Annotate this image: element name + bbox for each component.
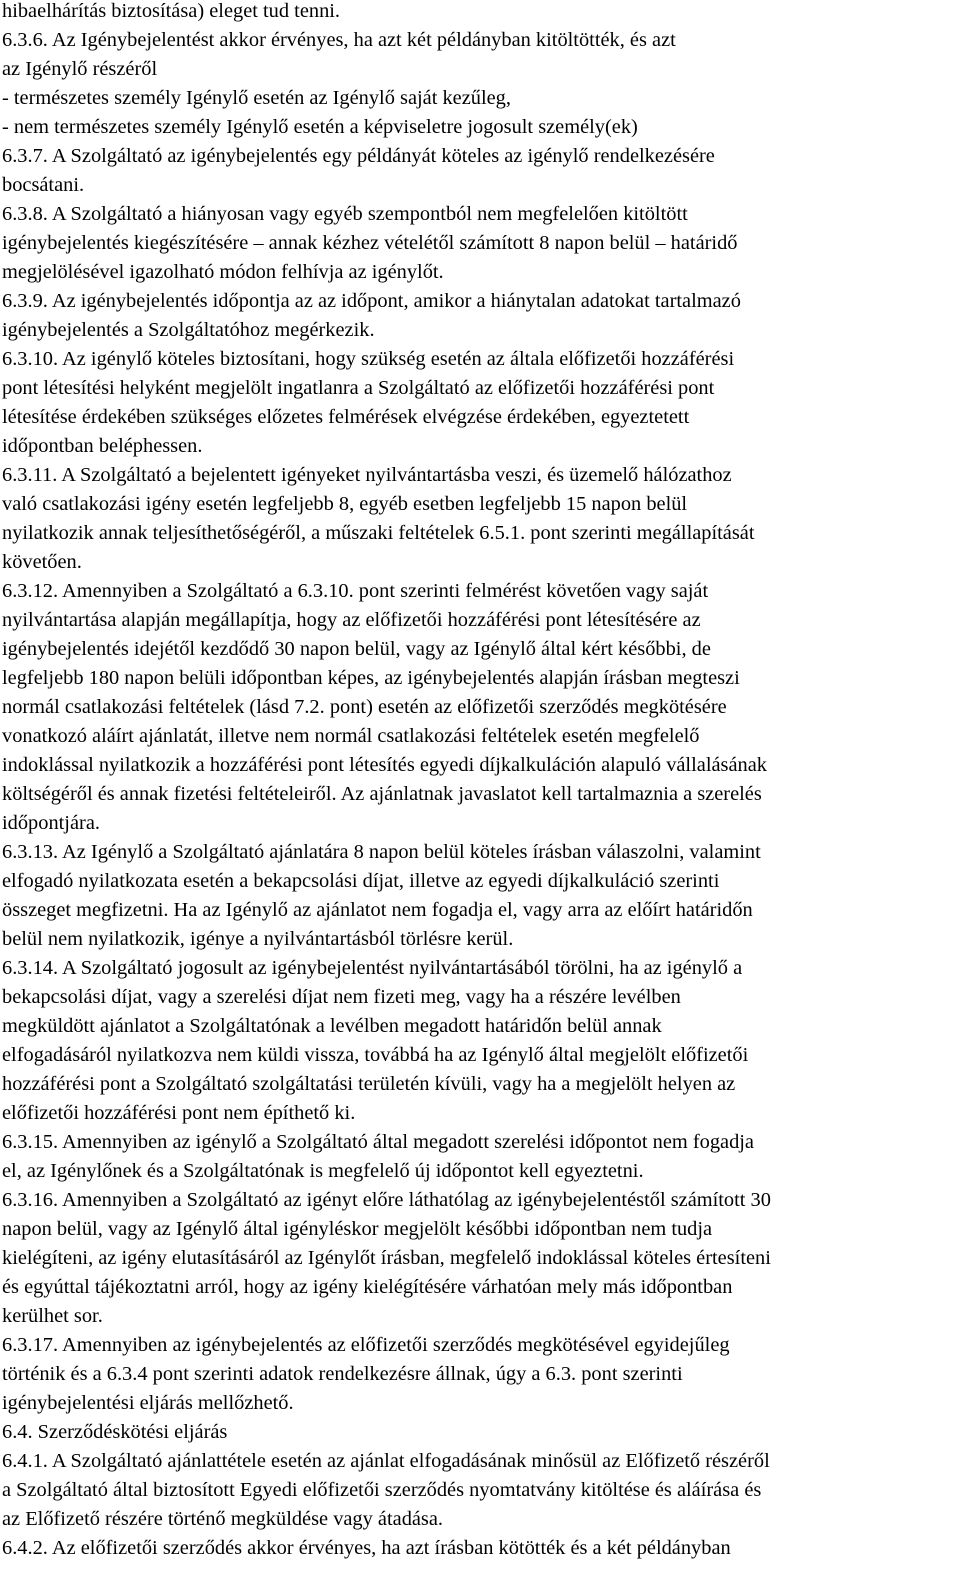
text-line: az Igénylő részéről: [2, 58, 158, 80]
text-line: bocsátani.: [2, 174, 85, 196]
text-line: létesítése érdekében szükséges előzetes felmérések elvégzése érdekében, egyeztetett: [2, 406, 690, 428]
text-line: 6.3.6. Az Igénybejelentést akkor érvényes, ha azt két példányban kitöltötték, és azt: [2, 29, 676, 51]
text-line: igénybejelentés a Szolgáltatóhoz megérkezik.: [2, 319, 375, 341]
text-line: vonatkozó aláírt ajánlatát, illetve nem normál csatlakozási feltételek esetén megfelelő: [2, 725, 700, 747]
text-line: 6.4.2. Az előfizetői szerződés akkor érvényes, ha azt írásban kötötték és a két példányban: [2, 1537, 731, 1559]
text-line: követően.: [2, 551, 82, 573]
text-line: 6.3.15. Amennyiben az igénylő a Szolgáltató által megadott szerelési időpontot nem fogadja: [2, 1131, 754, 1153]
text-line: való csatlakozási igény esetén legfeljebb 8, egyéb esetben legfeljebb 15 napon belül: [2, 493, 688, 515]
text-line: 6.3.11. A Szolgáltató a bejelentett igényeket nyilvántartásba veszi, és üzemelő hálózathoz: [2, 464, 732, 486]
text-line: igénybejelentés idejétől kezdődő 30 napon belül, vagy az Igénylő által kért későbbi, de: [2, 638, 711, 660]
text-line: megjelölésével igazolható módon felhívja az igénylőt.: [2, 261, 444, 283]
text-line: a Szolgáltató által biztosított Egyedi előfizetői szerződés nyomtatvány kitöltése és aláírása és: [2, 1479, 762, 1501]
text-line: 6.4.1. A Szolgáltató ajánlattétele esetén az ajánlat elfogadásának minősül az Előfizető részéről: [2, 1450, 770, 1472]
text-line: pont létesítési helyként megjelölt ingatlanra a Szolgáltató az előfizetői hozzáférési pont: [2, 377, 715, 399]
text-line: az Előfizető részére történő megküldése vagy átadása.: [2, 1508, 444, 1530]
text-line: időpontjára.: [2, 812, 100, 834]
text-line: 6.3.12. Amennyiben a Szolgáltató a 6.3.10. pont szerinti felmérést követően vagy saját: [2, 580, 709, 602]
text-line: és egyúttal tájékoztatni arról, hogy az igény kielégítésére várhatóan mely más időpontban: [2, 1276, 733, 1298]
text-line: indoklással nyilatkozik a hozzáférési pont létesítés egyedi díjkalkuláción alapuló vállalásának: [2, 754, 767, 776]
text-line: kielégíteni, az igény elutasításáról az Igénylőt írásban, megfelelő indoklással köteles értesíteni: [2, 1247, 771, 1269]
text-line: elfogadó nyilatkozata esetén a bekapcsolási díjat, illetve az egyedi díjkalkuláció szerinti: [2, 870, 720, 892]
text-line: nyilvántartása alapján megállapítja, hogy az előfizetői hozzáférési pont létesítésére az: [2, 609, 701, 631]
text-line: - természetes személy Igénylő esetén az Igénylő saját kezűleg,: [2, 87, 511, 109]
text-line: 6.3.14. A Szolgáltató jogosult az igénybejelentést nyilvántartásából törölni, ha az igénylő a: [2, 957, 743, 979]
text-line: legfeljebb 180 napon belüli időpontban képes, az igénybejelentés alapján írásban megteszi: [2, 667, 740, 689]
text-line: 6.3.9. Az igénybejelentés időpontja az az időpont, amikor a hiánytalan adatokat tartalmazó: [2, 290, 741, 312]
text-line: 6.3.13. Az Igénylő a Szolgáltató ajánlatára 8 napon belül köteles írásban válaszolni, valamint: [2, 841, 761, 863]
text-line: el, az Igénylőnek és a Szolgáltatónak is megfelelő új időpontot kell egyeztetni.: [2, 1160, 644, 1182]
text-line: - nem természetes személy Igénylő esetén a képviseletre jogosult személy(ek): [2, 116, 638, 138]
text-line: bekapcsolási díjat, vagy a szerelési díjat nem fizeti meg, vagy ha a részére levélben: [2, 986, 681, 1008]
text-line: 6.3.17. Amennyiben az igénybejelentés az előfizetői szerződés megkötésével egyidejűleg: [2, 1334, 730, 1356]
text-line: összeget megfizetni. Ha az Igénylő az ajánlatot nem fogadja el, vagy arra az előírt határidőn: [2, 899, 753, 921]
text-line: megküldött ajánlatot a Szolgáltatónak a levélben megadott határidőn belül annak: [2, 1015, 662, 1037]
text-line: előfizetői hozzáférési pont nem építhető ki.: [2, 1102, 356, 1124]
text-line: időpontban beléphessen.: [2, 435, 203, 457]
text-line: 6.3.16. Amennyiben a Szolgáltató az igényt előre láthatólag az igénybejelentéstől számított 30: [2, 1189, 771, 1211]
text-line: igénybejelentés kiegészítésére – annak kézhez vételétől számított 8 napon belül – határidő: [2, 232, 738, 254]
text-line: hibaelhárítás biztosítása) eleget tud tenni.: [2, 0, 341, 22]
text-line: napon belül, vagy az Igénylő által igényléskor megjelölt későbbi időpontban nem tudja: [2, 1218, 713, 1240]
text-line: történik és a 6.3.4 pont szerinti adatok rendelkezésre állnak, úgy a 6.3. pont szerinti: [2, 1363, 683, 1385]
text-line: normál csatlakozási feltételek (lásd 7.2. pont) esetén az előfizetői szerződés megkötésére: [2, 696, 727, 718]
text-line: belül nem nyilatkozik, igénye a nyilvántartásból törlésre kerül.: [2, 928, 514, 950]
text-line: 6.3.8. A Szolgáltató a hiányosan vagy egyéb szempontból nem megfelelően kitöltött: [2, 203, 688, 225]
text-line: 6.4. Szerződéskötési eljárás: [2, 1421, 228, 1443]
text-line: 6.3.7. A Szolgáltató az igénybejelentés egy példányát köteles az igénylő rendelkezésére: [2, 145, 715, 167]
text-line: kerülhet sor.: [2, 1305, 103, 1327]
text-line: nyilatkozik annak teljesíthetőségéről, a műszaki feltételek 6.5.1. pont szerinti megállapítását: [2, 522, 755, 544]
text-line: elfogadásáról nyilatkozva nem küldi vissza, továbbá ha az Igénylő által megjelölt előfizetői: [2, 1044, 749, 1066]
text-line: 6.3.10. Az igénylő köteles biztosítani, hogy szükség esetén az általa előfizetői hozzáférési: [2, 348, 735, 370]
text-line: költségéről és annak fizetési feltételeiről. Az ajánlatnak javaslatot kell tartalmaznia a szerelés: [2, 783, 762, 805]
text-line: hozzáférési pont a Szolgáltató szolgáltatási területén kívüli, vagy ha a megjelölt helyen az: [2, 1073, 736, 1095]
text-line: igénybejelentési eljárás mellőzhető.: [2, 1392, 294, 1414]
